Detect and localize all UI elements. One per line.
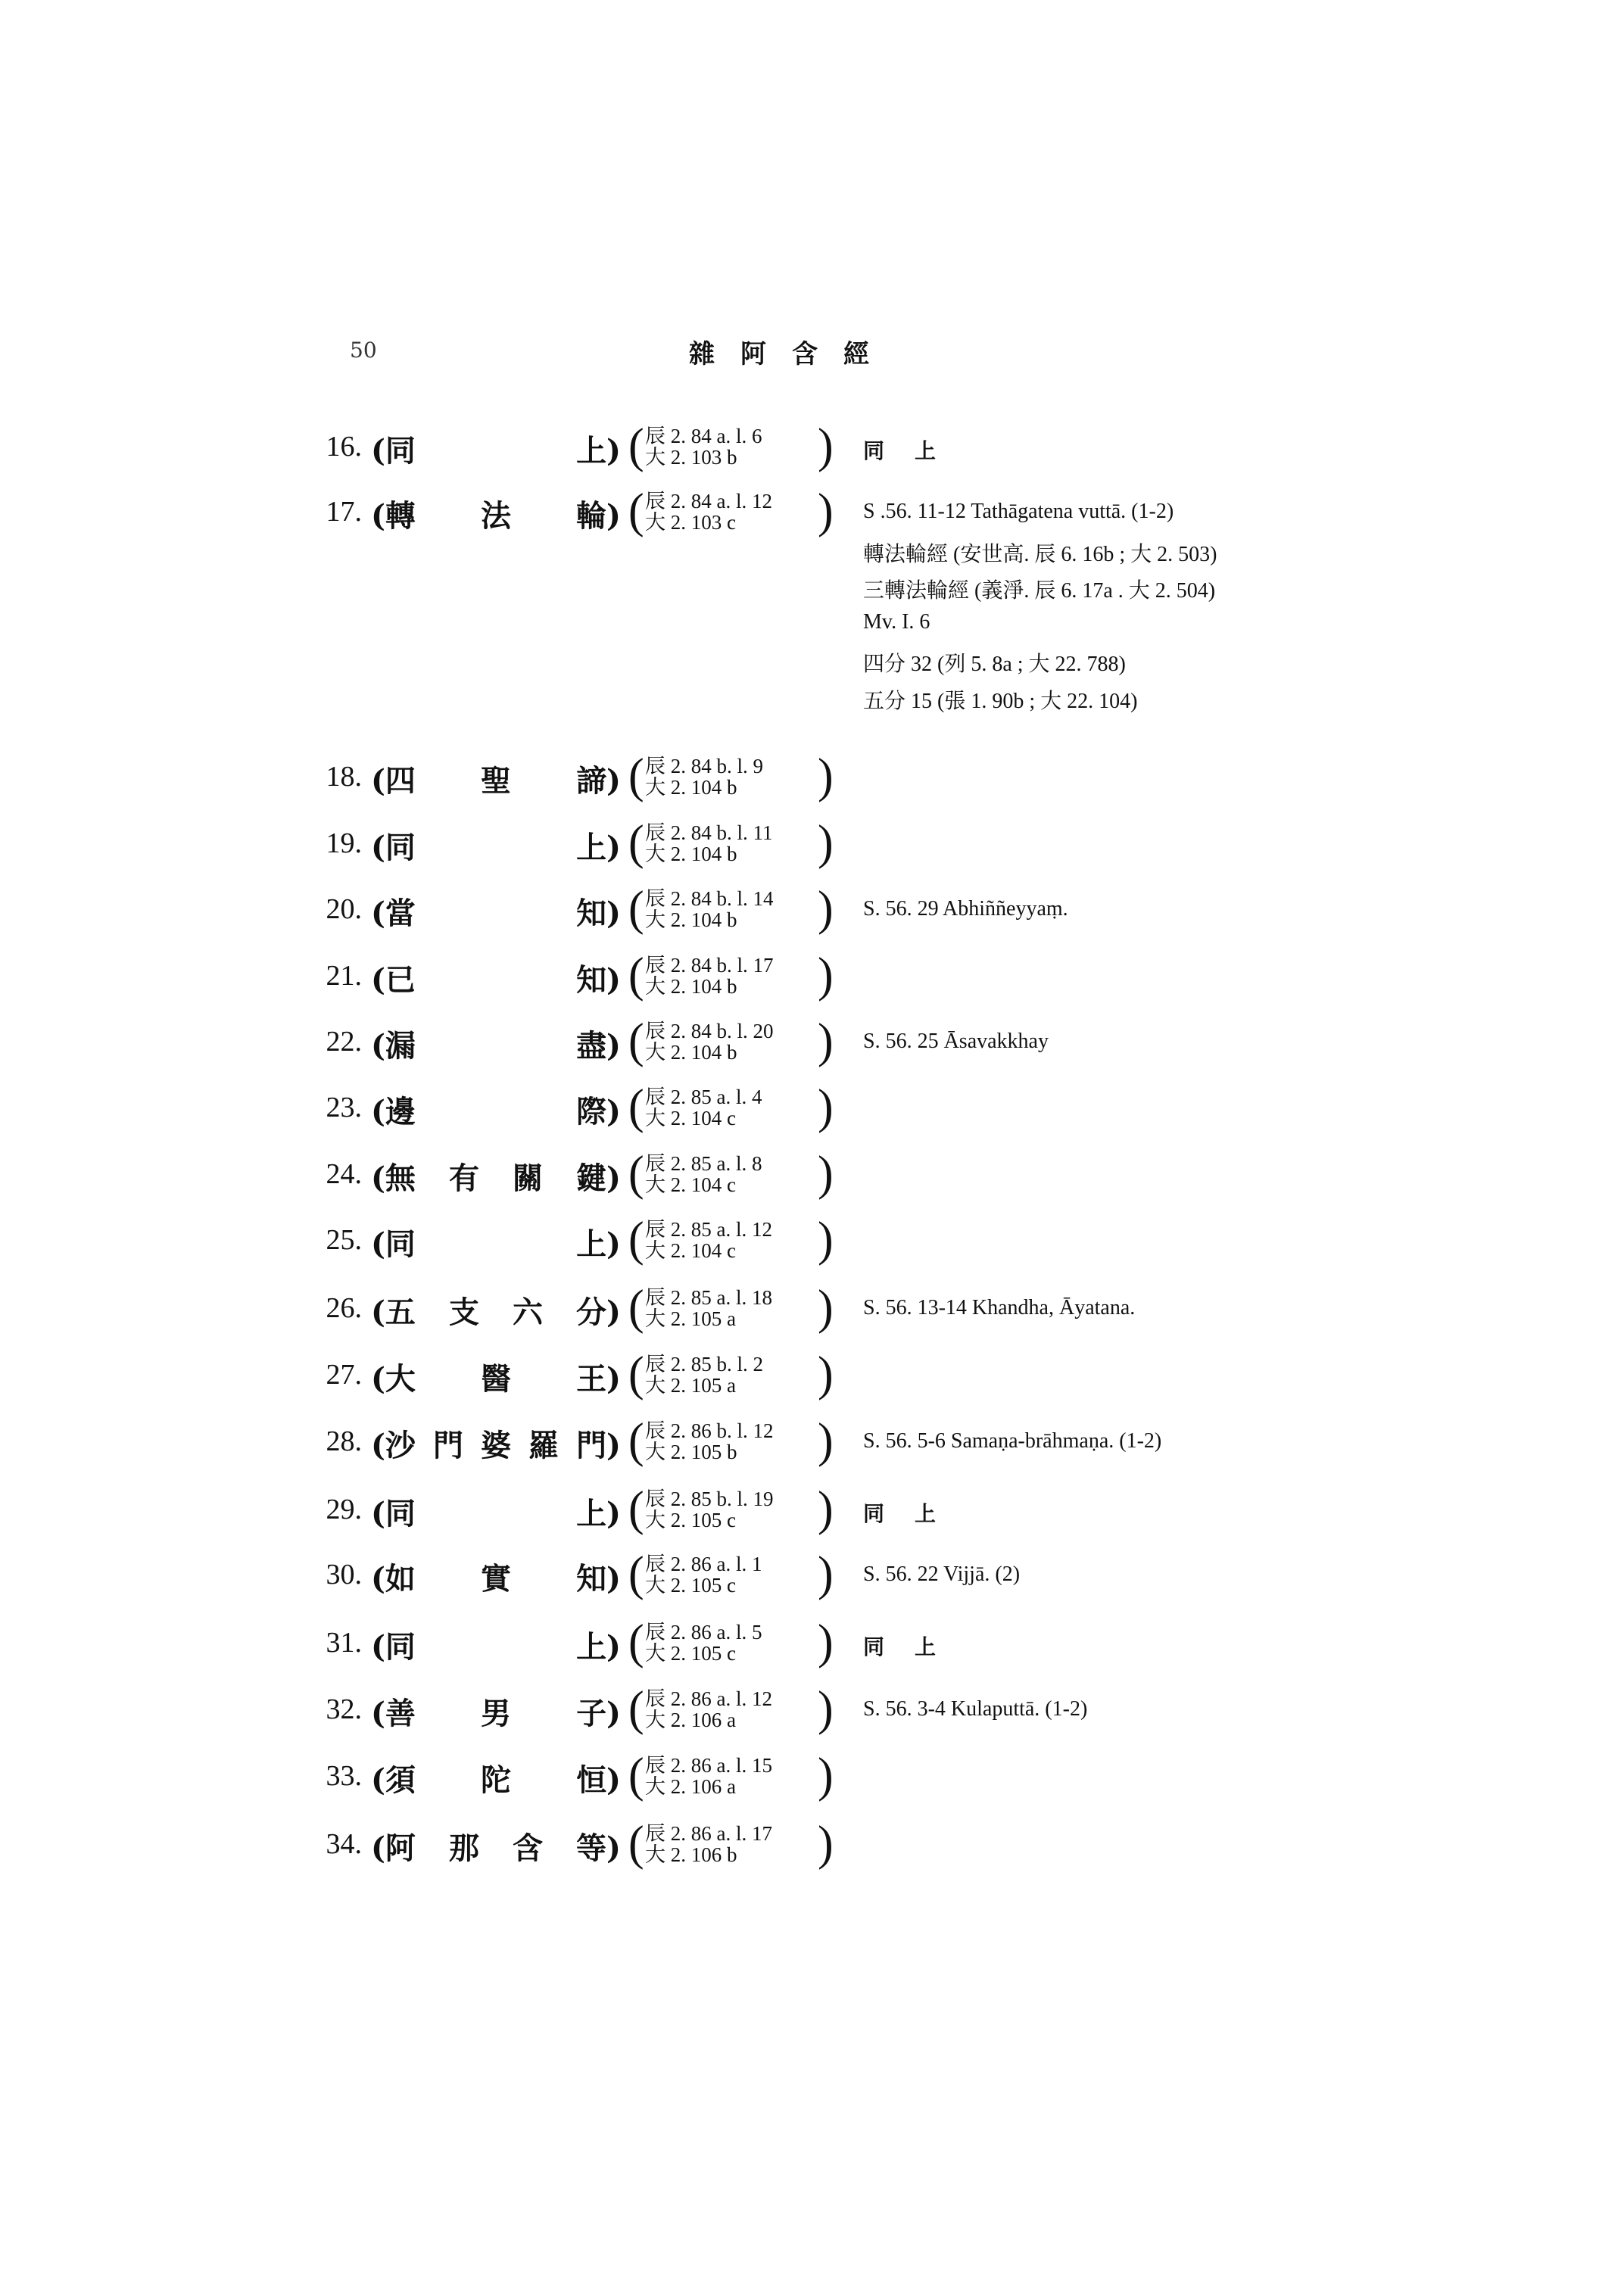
- title-char: 有: [448, 1161, 479, 1196]
- reference-line-1: 辰 2. 84 a. l. 12: [645, 490, 772, 512]
- entry-number: 33.: [326, 1760, 362, 1792]
- title-char: 子): [576, 1696, 621, 1731]
- parallel-subnote: 五分 15 (張 1. 90b ; 大 22. 104): [863, 690, 1138, 713]
- bracket-right: ): [818, 1681, 834, 1736]
- bracket-right: ): [818, 1413, 834, 1468]
- title-char: (邊: [371, 1094, 416, 1129]
- bracket-left: (: [628, 1413, 644, 1468]
- reference-line-2: 大 2. 104 c: [645, 1107, 736, 1129]
- reference-bracket: [628, 950, 833, 1011]
- title-char: (已: [371, 962, 416, 998]
- title-char: 男: [481, 1696, 511, 1731]
- entry-title: [371, 1022, 621, 1065]
- reference-line-2: 大 2. 104 b: [645, 975, 737, 998]
- bracket-left: (: [628, 1212, 644, 1266]
- reference-bracket: [628, 1481, 834, 1544]
- reference-line-1: 辰 2. 84 b. l. 20: [645, 1020, 774, 1042]
- running-title: 雜阿含經: [689, 339, 895, 369]
- title-char: 恒): [576, 1762, 621, 1798]
- reference-line-2: 大 2. 105 b: [645, 1441, 737, 1463]
- title-char: 門): [576, 1428, 621, 1463]
- reference-bracket: [628, 1349, 833, 1410]
- title-char: 知): [576, 962, 621, 998]
- bracket-right: ): [818, 881, 834, 936]
- title-char: (同: [371, 1496, 416, 1531]
- reference-line-2: 大 2. 104 c: [645, 1173, 736, 1196]
- title-char: 聖: [481, 763, 511, 799]
- bracket-right: ): [818, 1146, 834, 1201]
- entry-title: [371, 1690, 621, 1733]
- entry-number: 30.: [326, 1559, 362, 1590]
- reference-line-2: 大 2. 103 c: [645, 511, 736, 534]
- reference-line-2: 大 2. 106 a: [645, 1775, 736, 1798]
- title-char: 鍵): [576, 1161, 621, 1196]
- entry-number: 16.: [326, 431, 362, 463]
- title-char: 六: [513, 1294, 543, 1330]
- reference-line-2: 大 2. 105 c: [645, 1642, 736, 1665]
- bracket-left: (: [628, 1280, 644, 1335]
- title-char: (善: [371, 1696, 416, 1731]
- bracket-left: (: [628, 1481, 644, 1536]
- reference-line-1: 辰 2. 84 b. l. 9: [645, 755, 764, 777]
- entry-title: [371, 1490, 621, 1533]
- reference-line-2: 大 2. 106 b: [645, 1843, 737, 1866]
- entry-title: [371, 1756, 621, 1799]
- parallel-note: S. 56. 25 Āsavakkhay: [863, 1030, 1049, 1053]
- reference-line-1: 辰 2. 86 a. l. 1: [645, 1553, 762, 1575]
- bracket-right: ): [818, 1280, 834, 1335]
- title-char: 陀: [481, 1762, 511, 1798]
- bracket-right: ): [818, 948, 834, 1002]
- reference-bracket: [628, 1413, 834, 1476]
- title-char: 分): [576, 1294, 621, 1330]
- entry-title: [371, 427, 621, 470]
- title-char: (四: [371, 763, 416, 799]
- title-char: 上): [576, 1629, 621, 1665]
- bracket-left: (: [628, 1347, 644, 1401]
- title-char: (阿: [371, 1830, 416, 1866]
- title-char: 諦): [576, 763, 621, 799]
- entry-number: 29.: [326, 1494, 362, 1525]
- entry-title: [371, 1154, 621, 1198]
- parallel-subnote: Mv. I. 6: [863, 610, 930, 634]
- bracket-right: ): [818, 1547, 834, 1601]
- bracket-left: (: [628, 1615, 644, 1669]
- entry-number: 21.: [326, 960, 362, 992]
- reference-line-2: 大 2. 104 b: [645, 843, 737, 865]
- reference-line-1: 辰 2. 84 b. l. 17: [645, 954, 774, 977]
- title-char: (漏: [371, 1028, 416, 1064]
- entry-title: [371, 1088, 621, 1131]
- title-char: 上): [576, 830, 621, 865]
- bracket-left: (: [628, 1080, 644, 1134]
- entry-title: [371, 1623, 621, 1666]
- title-char: 支: [448, 1294, 479, 1330]
- title-char: 上): [576, 1496, 621, 1531]
- entry-number: 19.: [326, 827, 362, 859]
- title-char: 上): [576, 1226, 621, 1262]
- reference-line-1: 辰 2. 85 a. l. 8: [645, 1152, 762, 1175]
- title-char: 羅: [528, 1428, 560, 1463]
- entry-number: 20.: [326, 893, 362, 925]
- parallel-subnote: 三轉法輪經 (義淨. 辰 6. 17a . 大 2. 504): [863, 579, 1216, 603]
- reference-line-1: 辰 2. 86 a. l. 15: [645, 1754, 772, 1777]
- title-char: 知): [576, 896, 621, 931]
- parallel-note: S. 56. 5-6 Samaṇa-brāhmaṇa. (1-2): [863, 1429, 1162, 1453]
- entry-number: 23.: [326, 1092, 362, 1123]
- bracket-right: ): [818, 1748, 834, 1802]
- reference-line-2: 大 2. 106 a: [645, 1709, 736, 1731]
- parallel-note: S. 56. 13-14 Khandha, Āyatana.: [863, 1296, 1136, 1319]
- reference-bracket: [628, 1148, 833, 1209]
- entry-number: 24.: [326, 1158, 362, 1190]
- title-char: 婆: [481, 1428, 511, 1463]
- bracket-left: (: [628, 419, 644, 473]
- title-char: (五: [371, 1294, 416, 1330]
- bracket-left: (: [628, 1547, 644, 1601]
- reference-line-1: 辰 2. 84 a. l. 6: [645, 425, 762, 447]
- reference-line-2: 大 2. 104 c: [645, 1239, 736, 1262]
- reference-line-1: 辰 2. 86 a. l. 5: [645, 1621, 762, 1643]
- title-char: (轉: [371, 498, 416, 534]
- bracket-right: ): [818, 419, 834, 473]
- reference-bracket: [628, 486, 833, 547]
- title-char: (同: [371, 1226, 416, 1262]
- parallel-subnote: 轉法輪經 (安世高. 辰 6. 16b ; 大 2. 503): [863, 543, 1217, 566]
- reference-line-2: 大 2. 105 c: [645, 1574, 736, 1597]
- entry-number: 26.: [326, 1292, 362, 1324]
- title-char: (同: [371, 1629, 416, 1665]
- entry-title: [371, 1220, 621, 1263]
- reference-bracket: [628, 1016, 833, 1076]
- reference-line-1: 辰 2. 85 a. l. 4: [645, 1086, 762, 1108]
- reference-line-2: 大 2. 104 b: [645, 776, 737, 799]
- title-char: 法: [481, 498, 511, 534]
- reference-line-1: 辰 2. 86 b. l. 12: [645, 1419, 774, 1442]
- bracket-right: ): [818, 749, 834, 803]
- title-char: (同: [371, 830, 416, 865]
- reference-line-1: 辰 2. 85 a. l. 12: [645, 1218, 772, 1241]
- reference-bracket: [628, 1617, 833, 1678]
- parallel-note: S .56. 11-12 Tathāgatena vuttā. (1-2): [863, 500, 1174, 523]
- title-char: 含: [513, 1830, 543, 1866]
- title-char: (大: [371, 1361, 416, 1397]
- title-char: (如: [371, 1561, 416, 1597]
- title-char: (同: [371, 433, 416, 469]
- entry-title: [371, 889, 621, 933]
- reference-bracket: [628, 1818, 833, 1879]
- entry-number: 34.: [326, 1828, 362, 1860]
- entry-title: [371, 1824, 621, 1868]
- reference-line-1: 辰 2. 85 a. l. 18: [645, 1286, 772, 1309]
- reference-line-2: 大 2. 103 b: [645, 446, 737, 469]
- title-char: 上): [576, 433, 621, 469]
- reference-bracket: [628, 883, 833, 944]
- parallel-note: S. 56. 29 Abhiññeyyaṃ.: [863, 897, 1068, 921]
- title-char: (無: [371, 1161, 416, 1196]
- title-char: (須: [371, 1762, 416, 1798]
- bracket-left: (: [628, 948, 644, 1002]
- title-char: 門: [432, 1428, 463, 1463]
- title-char: 關: [513, 1161, 543, 1196]
- title-char: 那: [448, 1830, 479, 1866]
- entry-title: [371, 1355, 621, 1398]
- reference-bracket: [628, 815, 834, 878]
- bracket-left: (: [628, 484, 644, 538]
- reference-line-1: 辰 2. 85 b. l. 19: [645, 1488, 774, 1510]
- entry-number: 32.: [326, 1693, 362, 1725]
- reference-line-2: 大 2. 104 b: [645, 908, 737, 931]
- bracket-right: ): [818, 1014, 834, 1068]
- reference-line-1: 辰 2. 86 a. l. 12: [645, 1687, 772, 1710]
- bracket-right: ): [818, 1816, 834, 1871]
- reference-bracket: [628, 1750, 833, 1811]
- bracket-right: ): [818, 484, 834, 538]
- entry-number: 18.: [326, 761, 362, 793]
- bracket-left: (: [628, 1681, 644, 1736]
- entry-title: [371, 824, 621, 867]
- bracket-right: ): [818, 1080, 834, 1134]
- parallel-note: 同上: [863, 438, 967, 463]
- reference-line-1: 辰 2. 84 b. l. 11: [645, 821, 773, 844]
- title-char: 實: [481, 1561, 511, 1597]
- entry-title: [371, 1422, 621, 1465]
- reference-bracket: [628, 1082, 833, 1142]
- entry-number: 31.: [326, 1627, 362, 1659]
- entry-number: 17.: [326, 496, 362, 528]
- bracket-left: (: [628, 749, 644, 803]
- title-char: 際): [576, 1094, 621, 1129]
- reference-line-1: 辰 2. 84 b. l. 14: [645, 887, 774, 910]
- reference-line-2: 大 2. 105 a: [645, 1307, 736, 1330]
- bracket-right: ): [818, 1347, 834, 1401]
- bracket-right: ): [818, 815, 834, 870]
- title-char: 等): [576, 1830, 621, 1866]
- parallel-note: 同上: [863, 1634, 967, 1659]
- entry-title: [371, 492, 621, 535]
- reference-line-1: 辰 2. 86 a. l. 17: [645, 1822, 772, 1845]
- title-char: (當: [371, 896, 416, 931]
- title-char: 知): [576, 1561, 621, 1597]
- bracket-left: (: [628, 881, 644, 936]
- bracket-left: (: [628, 1816, 644, 1871]
- reference-line-1: 辰 2. 85 b. l. 2: [645, 1353, 764, 1375]
- entry-number: 27.: [326, 1359, 362, 1391]
- reference-bracket: [628, 421, 833, 481]
- title-char: 輪): [576, 498, 621, 534]
- entry-title: [371, 757, 621, 800]
- bracket-left: (: [628, 815, 644, 870]
- entry-title: [371, 1288, 621, 1332]
- reference-line-2: 大 2. 105 c: [645, 1509, 736, 1531]
- entry-number: 25.: [326, 1224, 362, 1256]
- title-char: (沙: [371, 1428, 416, 1463]
- reference-bracket: [628, 1681, 834, 1744]
- title-char: 醫: [481, 1361, 511, 1397]
- reference-bracket: [628, 1282, 833, 1343]
- reference-bracket: [628, 1549, 833, 1609]
- entry-number: 22.: [326, 1026, 362, 1058]
- entry-title: [371, 956, 621, 999]
- entry-number: 28.: [326, 1425, 362, 1457]
- reference-line-2: 大 2. 105 a: [645, 1374, 736, 1397]
- parallel-note: S. 56. 3-4 Kulaputtā. (1-2): [863, 1697, 1088, 1721]
- reference-bracket: [628, 751, 833, 812]
- reference-bracket: [628, 1214, 833, 1275]
- title-char: 盡): [576, 1028, 621, 1064]
- parallel-note: 同上: [863, 1501, 967, 1526]
- bracket-right: ): [818, 1212, 834, 1266]
- bracket-left: (: [628, 1146, 644, 1201]
- bracket-right: ): [818, 1481, 834, 1536]
- reference-line-2: 大 2. 104 b: [645, 1041, 737, 1064]
- parallel-note: S. 56. 22 Vijjā. (2): [863, 1562, 1021, 1586]
- parallel-subnote: 四分 32 (列 5. 8a ; 大 22. 788): [863, 653, 1126, 676]
- entry-title: [371, 1555, 621, 1598]
- bracket-left: (: [628, 1748, 644, 1802]
- bracket-left: (: [628, 1014, 644, 1068]
- bracket-right: ): [818, 1615, 834, 1669]
- page-number: 50: [350, 338, 377, 363]
- title-char: 王): [576, 1361, 621, 1397]
